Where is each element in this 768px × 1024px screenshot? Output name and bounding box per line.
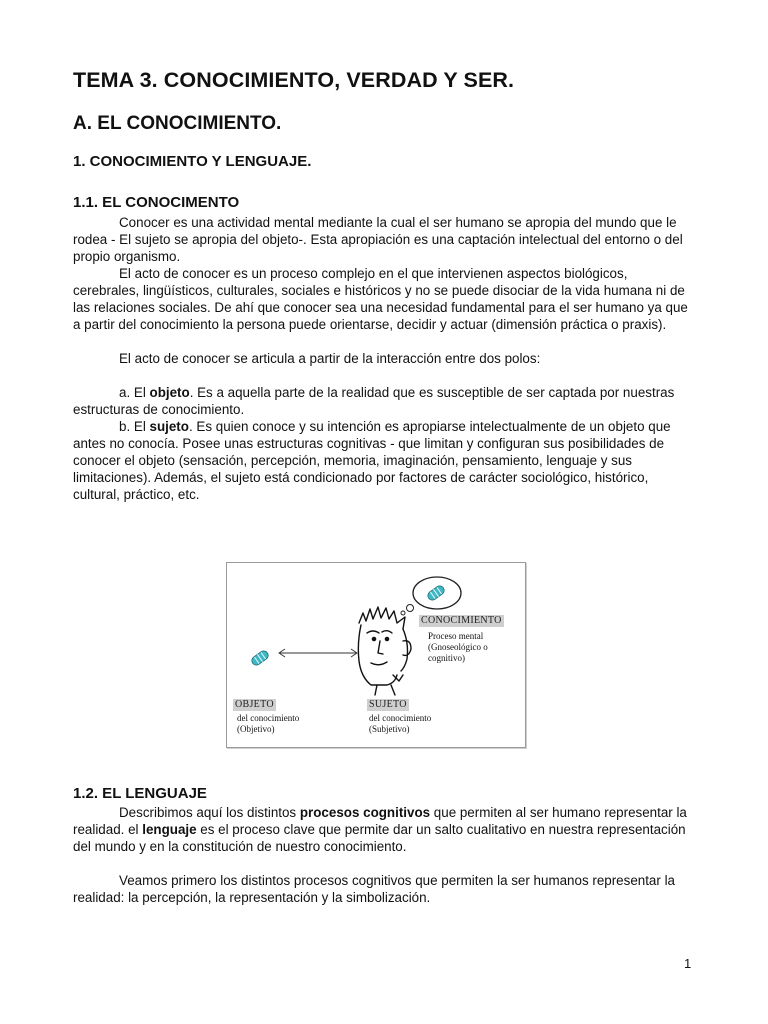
page-title: TEMA 3. CONOCIMIENTO, VERDAD Y SER. (73, 68, 515, 92)
paragraph-2: El acto de conocer es un proceso complejo en el que intervienen aspectos biológicos, cerebrales, lingüísticos, culturales, sociales e históricos y no se puede disociar de la vida humana ni de las relaciones sociales. De ahí que conocer sea una necesidad fundamental para el ser humano ya que a partir del conocimiento la persona puede orientarse, decidir y actuar (dimensión práctica o praxis). (73, 266, 688, 332)
item-b-text: . Es quien conoce y su intención es apropiarse intelectualmente de un objeto que antes no conocía. Posee unas estructuras cognitivas - que limitan y configuran sus posibilidades de conocer el objeto (sensación, percepción, memoria, imaginación, pensamiento, lenguaje y sus limitaciones). Además, el sujeto está condicionado por factores de carácter sociológico, histórico, cultural, práctico, etc. (73, 419, 671, 502)
item-a-prefix: a. El (119, 385, 150, 400)
paragraph-1: Conocer es una actividad mental mediante la cual el ser humano se apropia del mundo que le rodea - El sujeto se apropia del objeto-. Esta apropiación es una captación intelectual del entorno o del propio organismo. (73, 215, 683, 264)
item-objeto (73, 384, 695, 418)
item-b-prefix: b. El (119, 419, 150, 434)
item-sujeto (73, 418, 695, 503)
conocimiento-description: Proceso mental (Gnoseológico o cognitivo) (428, 631, 488, 663)
section-a-heading: A. EL CONOCIMIENTO. (73, 113, 282, 134)
item-a-text: . Es a aquella parte de la realidad que es susceptible de ser captada por nuestras estructuras de conocimiento. (73, 385, 675, 417)
interaction-arrow (279, 649, 357, 657)
objeto-tag: OBJETO (235, 699, 274, 710)
conocimiento-tag: CONOCIMIENTO (421, 615, 502, 626)
subsection-1-2-heading: 1.2. EL LENGUAJE (73, 785, 207, 802)
section-1-heading: 1. CONOCIMIENTO Y LENGUAJE. (73, 153, 312, 170)
thought-dot-large (407, 605, 414, 612)
subsection-1-1-heading: 1.1. EL CONOCIMENTO (73, 194, 240, 211)
section-1-2-body (73, 804, 695, 906)
objeto-description: del conocimiento (Objetivo) (237, 713, 300, 734)
thought-dot-small (401, 611, 405, 615)
section-1-1-body (73, 214, 695, 503)
page-number: 1 (684, 956, 692, 971)
object-icon (250, 649, 270, 667)
item-a-term: objeto (149, 385, 190, 400)
paragraph-3: El acto de conocer se articula a partir de la interacción entre dos polos: (119, 351, 541, 366)
p4-bold-2: lenguaje (142, 822, 197, 837)
knowledge-diagram (226, 562, 526, 748)
paragraph-4 (73, 804, 695, 855)
p4-text-1: Describimos aquí los distintos (119, 805, 300, 820)
p4-text-2: que permiten al ser humano representar la realidad. el (73, 805, 687, 837)
p4-text-3: es el proceso clave que permite dar un salto cualitativo en nuestra representación del mundo y en la constitución de nuestro conocimiento. (73, 822, 686, 854)
paragraph-5: Veamos primero los distintos procesos cognitivos que permiten la ser humanos representar la realidad: la percepción, la representación y la simbolización. (73, 873, 675, 905)
item-b-term: sujeto (149, 419, 189, 434)
p4-bold-1: procesos cognitivos (299, 805, 431, 820)
sujeto-description: del conocimiento (Subjetivo) (369, 713, 432, 734)
subject-head-sketch (358, 607, 411, 695)
sujeto-tag: SUJETO (369, 699, 407, 710)
